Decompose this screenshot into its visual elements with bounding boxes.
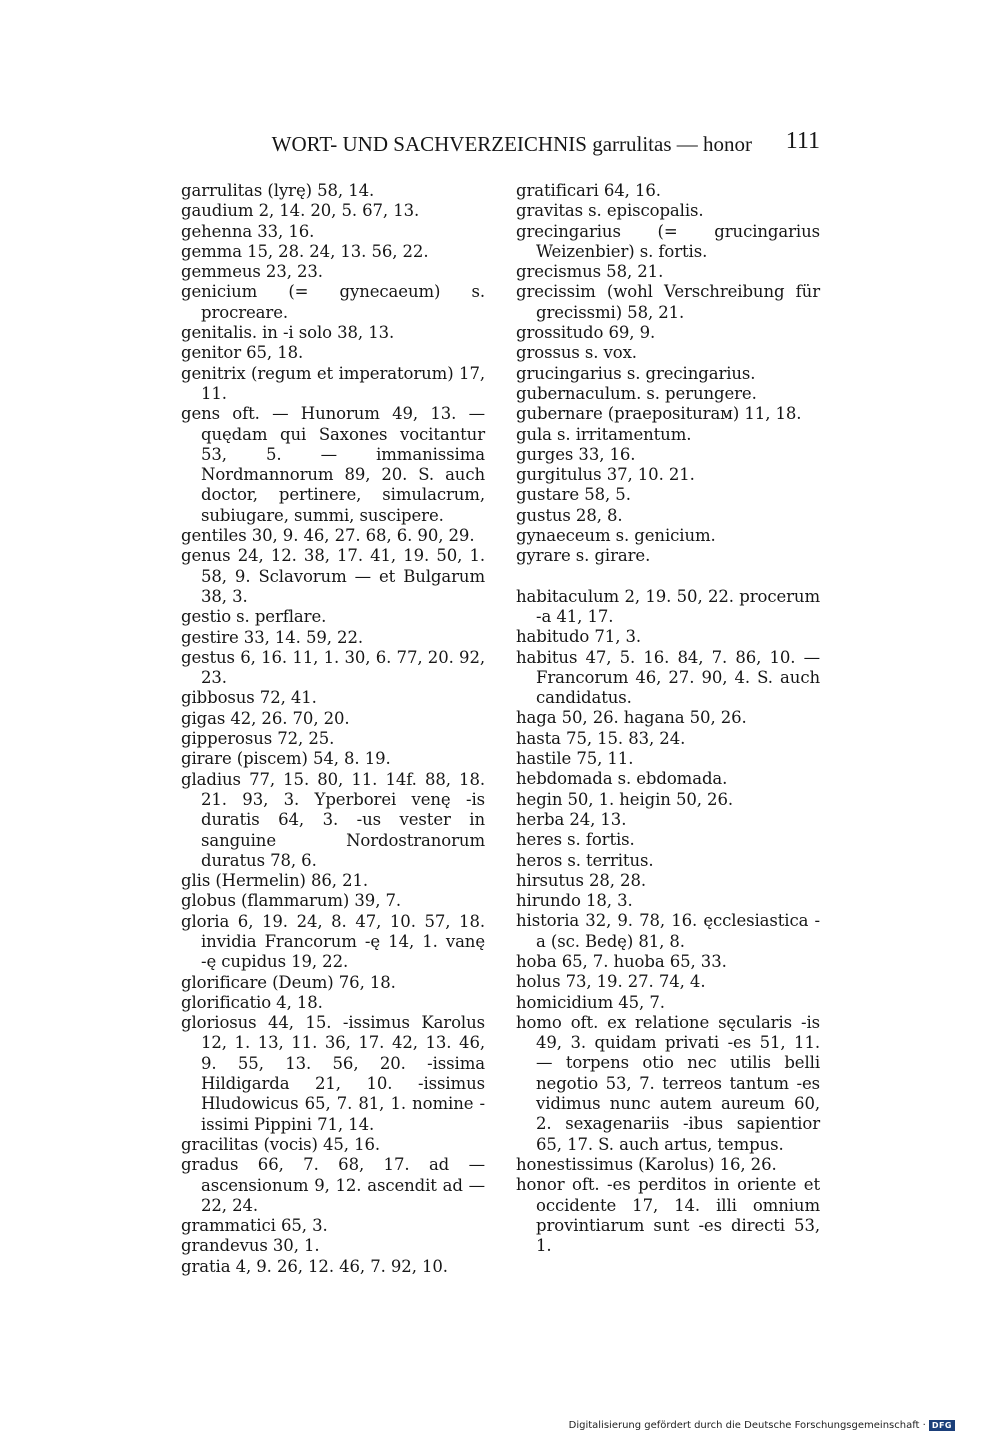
- index-entry: homicidium 45, 7.: [516, 992, 665, 1012]
- index-entry: hegin 50, 1. heigin 50, 26.: [516, 789, 733, 809]
- index-entry: habitudo 71, 3.: [516, 627, 642, 647]
- index-entry: grecismus 58, 21.: [516, 262, 664, 282]
- index-entry: historia 32, 9. 78, 16. ęcclesiastica -a (sc. Bedę) 81, 8.: [516, 911, 820, 951]
- index-entry: heres s. fortis.: [516, 830, 635, 850]
- index-entry: gurges 33, 16.: [516, 444, 636, 464]
- index-entry: gloriosus 44, 15. -issimus Karolus 12, 1. 13, 11. 36, 17. 42, 13. 46, 9. 55, 13. 56, 20. -issima Hildigarda 21, 10. -issimus Hludowicus 65, 7. 81, 1. nomine -issimi Pippini 71, 14.: [181, 1013, 491, 1134]
- index-entry: gracilitas (vocis) 45, 16.: [181, 1134, 381, 1154]
- index-entry: gloria 6, 19. 24, 8. 47, 10. 57, 18. invidia Francorum -ę 14, 1. vanę -ę cupidus 19, 22.: [181, 911, 491, 972]
- index-entry: gula s. irritamentum.: [516, 424, 692, 444]
- index-entry: grandevus 30, 1.: [181, 1236, 320, 1256]
- index-entry: gipperosus 72, 25.: [181, 729, 335, 749]
- index-entry: gestire 33, 14. 59, 22.: [181, 627, 363, 647]
- index-entry: gradus 66, 7. 68, 17. ad — ascensionum 9, 12. ascendit ad — 22, 24.: [181, 1155, 491, 1215]
- index-entry: gemma 15, 28. 24, 13. 56, 22.: [181, 241, 429, 261]
- index-entry: glis (Hermelin) 86, 21.: [181, 871, 369, 891]
- index-entry: globus (flammarum) 39, 7.: [181, 891, 402, 911]
- index-entry: gladius 77, 15. 80, 11. 14f. 88, 18. 21. 93, 3. Yperborei venę -is duratis 64, 3. -us vester in sanguine Nordostranorum duratus 78, 6.: [181, 769, 491, 870]
- index-entry: gubernare (praepositurам) 11, 18.: [516, 404, 802, 424]
- index-entry: gestus 6, 16. 11, 1. 30, 6. 77, 20. 92, 23.: [181, 647, 491, 688]
- index-column-right: [516, 181, 826, 1256]
- index-entry: grecingarius (= grucingarius Weizenbier) s. fortis.: [516, 221, 826, 261]
- index-entry: gubernaculum. s. perungere.: [516, 383, 757, 403]
- index-column-left: [181, 181, 491, 1277]
- index-entry: heros s. territus.: [516, 850, 654, 870]
- index-entry: genus 24, 12. 38, 17. 41, 19. 50, 1. 58, 9. Sclavorum — et Bulgarum 38, 3.: [181, 546, 491, 606]
- index-entry: herba 24, 13.: [516, 809, 627, 829]
- index-entry: grecissim (wohl Verschreibung für grecissmi) 58, 21.: [516, 282, 826, 322]
- index-entry: gigas 42, 26. 70, 20.: [181, 708, 350, 728]
- index-entry: grossus s. vox.: [516, 343, 637, 363]
- index-entry: grammatici 65, 3.: [181, 1216, 328, 1236]
- index-entry: hoba 65, 7. huoba 65, 33.: [516, 951, 727, 971]
- index-entry: hastile 75, 11.: [516, 749, 634, 769]
- index-entry: grucingarius s. grecingarius.: [516, 363, 756, 383]
- index-entry: gustus 28, 8.: [516, 505, 623, 525]
- index-entry: gravitas s. episcopalis.: [516, 201, 704, 221]
- dfg-logo-icon: DFG: [929, 1420, 955, 1431]
- index-entry: genitor 65, 18.: [181, 343, 304, 363]
- index-entry: gynaeceum s. genicium.: [516, 526, 716, 546]
- index-entry: gens oft. — Hunorum 49, 13. —quędam qui Saxones vocitantur 53, 5. — immanissima Nordmannorum 89, 20. S. auch doctor, pertinere, simulacrum, subiugare, summi, suscipere.: [181, 404, 491, 525]
- index-entry: glorificare (Deum) 76, 18.: [181, 972, 396, 992]
- index-entry: honor oft. -es perditos in oriente et occidente 17, 14. illi omnium provintiarum sunt -es directi 53, 1.: [516, 1175, 826, 1256]
- index-entry: genitalis. in -i solo 38, 13.: [181, 323, 395, 343]
- index-entry: gentiles 30, 9. 46, 27. 68, 6. 90, 29.: [181, 526, 475, 546]
- index-entry: gyrare s. girare.: [516, 546, 651, 566]
- index-entry: garrulitas (lyrę) 58, 14.: [181, 181, 375, 200]
- index-entry: hasta 75, 15. 83, 24.: [516, 728, 686, 748]
- index-entry: gemmeus 23, 23.: [181, 262, 323, 282]
- index-entry: habitaculum 2, 19. 50, 22. procerum -a 41, 17.: [516, 586, 826, 626]
- index-entry: genicium (= gynecaeum) s. procreare.: [181, 282, 491, 322]
- index-entry: holus 73, 19. 27. 74, 4.: [516, 972, 706, 992]
- index-entry: gibbosus 72, 41.: [181, 688, 317, 708]
- index-entry: honestissimus (Karolus) 16, 26.: [516, 1154, 777, 1174]
- index-entry: gratificari 64, 16.: [516, 181, 661, 200]
- index-entry: gestio s. perflare.: [181, 607, 327, 627]
- footer-text: Digitalisierung gefördert durch die Deutsche Forschungsgemeinschaft ·: [568, 1420, 926, 1431]
- index-entry: hirsutus 28, 28.: [516, 870, 646, 890]
- index-entry: genitrix (regum et imperatorum) 17, 11.: [181, 363, 491, 403]
- index-entry: hirundo 18, 3.: [516, 891, 633, 911]
- index-entry: gratia 4, 9. 26, 12. 46, 7. 92, 10.: [181, 1256, 448, 1276]
- section-gap: [516, 567, 820, 587]
- index-entry: gaudium 2, 14. 20, 5. 67, 13.: [181, 201, 420, 221]
- index-entry: hebdomada s. ebdomada.: [516, 769, 728, 789]
- index-entry: girare (piscem) 54, 8. 19.: [181, 749, 391, 769]
- index-entry: haga 50, 26. hagana 50, 26.: [516, 708, 747, 728]
- index-entry: grossitudo 69, 9.: [516, 323, 656, 343]
- index-entry: glorificatio 4, 18.: [181, 992, 323, 1012]
- running-title: WORT- UND SACHVERZEICHNIS garrulitas — honor: [271, 132, 752, 156]
- index-entry: homo oft. ex relatione sęcularis -is 49, 3. quidam privati -es 51, 11. — torpens otio nec utilis belli negotio 53, 7. terreos tantum -es vidimus nunc autem aureum 60, 2. sexagenariis -ibus sapientior 65, 17. S. auch artus, tempus.: [516, 1012, 826, 1154]
- funding-footer: [569, 1420, 955, 1431]
- index-entry: gurgitulus 37, 10. 21.: [516, 465, 695, 485]
- page-header: [180, 126, 820, 162]
- page-number: 111: [785, 128, 820, 154]
- index-entry: gustare 58, 5.: [516, 485, 631, 505]
- index-entry: habitus 47, 5. 16. 84, 7. 86, 10. — Francorum 46, 27. 90, 4. S. auch candidatus.: [516, 647, 826, 708]
- index-entry: gehenna 33, 16.: [181, 221, 315, 241]
